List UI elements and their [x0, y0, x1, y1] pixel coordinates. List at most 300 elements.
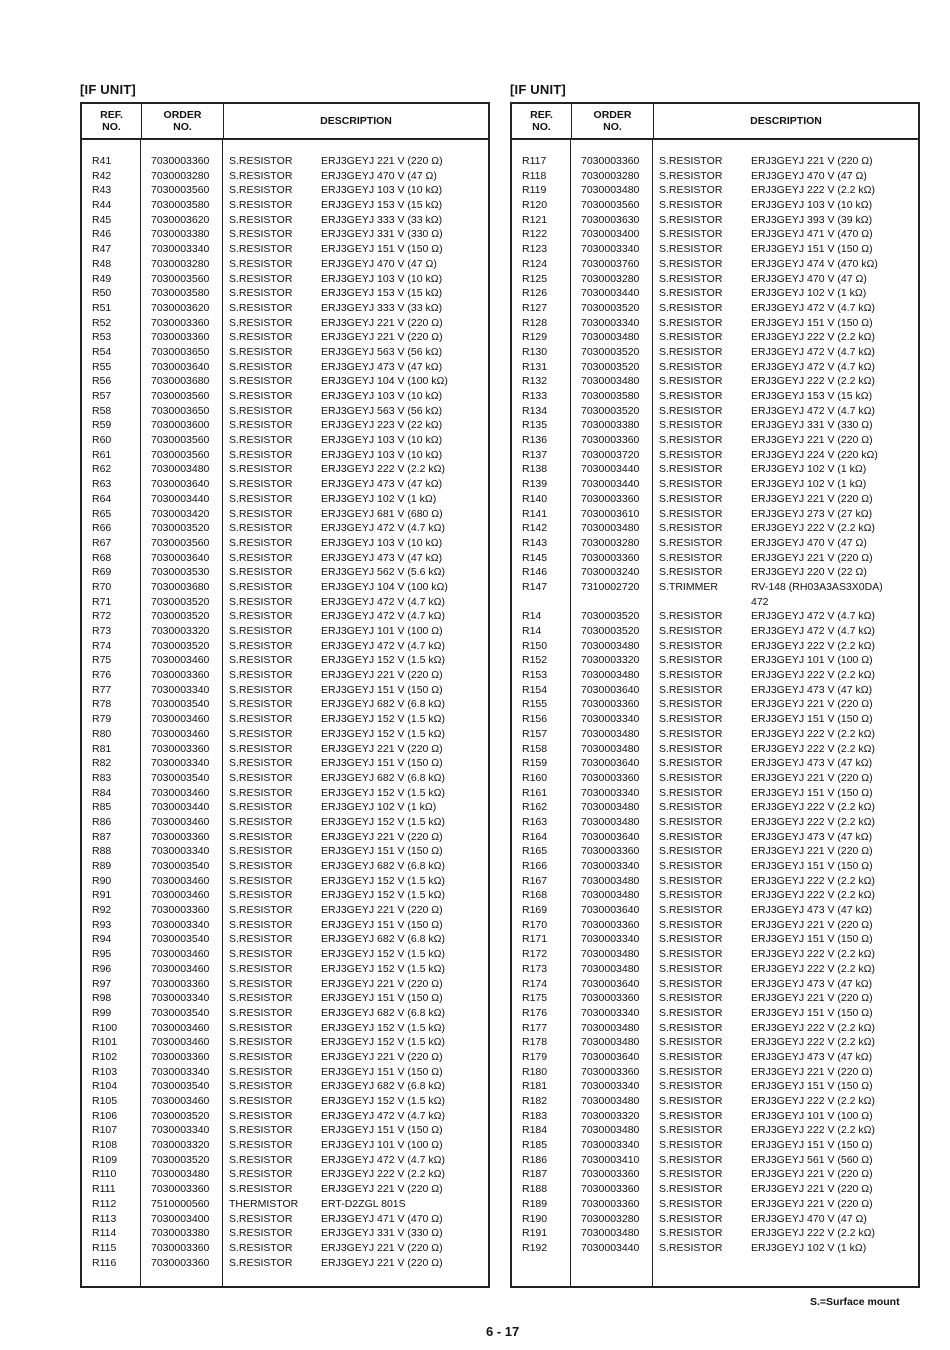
ref-no-cell: R50 [92, 287, 112, 300]
ref-no-cell: R61 [92, 448, 112, 461]
order-no-cell: 7030003340 [151, 992, 210, 1005]
table-row [82, 536, 488, 551]
column-divider [570, 138, 571, 1286]
ref-no-cell: R114 [92, 1227, 117, 1240]
order-no-cell: 7030003340 [581, 786, 640, 799]
ref-no-cell: R166 [522, 860, 548, 872]
order-no-cell: 7030003560 [151, 536, 210, 549]
ref-no-cell: R98 [92, 992, 112, 1005]
order-no-cell: 7030003400 [151, 1212, 210, 1225]
part-type-cell: S.RESISTOR [659, 801, 723, 814]
order-no-header: ORDER NO. [142, 104, 224, 138]
table-row [512, 433, 918, 448]
order-no-cell: 7030003340 [151, 243, 210, 256]
order-no-cell: 7030003460 [151, 1021, 210, 1034]
part-type-cell: S.RESISTOR [659, 1021, 723, 1034]
order-no-cell: 7030003600 [151, 419, 210, 432]
order-no-cell: 7030003640 [151, 360, 210, 373]
part-type-cell: S.RESISTOR [659, 1109, 723, 1122]
ref-no-cell: R171 [522, 933, 548, 946]
part-type-cell: S.RESISTOR [659, 610, 723, 623]
table-row [82, 1167, 488, 1182]
part-spec-cell: ERJ3GEYJ 102 V (1 kΩ) [321, 492, 437, 505]
part-spec-cell: ERJ3GEYJ 470 V (47 Ω) [751, 272, 867, 285]
ref-no-cell: R160 [522, 771, 548, 784]
ref-no-cell: R162 [522, 801, 548, 814]
table-row [512, 903, 918, 918]
table-row [82, 360, 488, 375]
order-no-cell: 7030003620 [151, 213, 210, 226]
table-row [82, 404, 488, 419]
part-spec-cell: ERJ3GEYJ 102 V (1 kΩ) [321, 801, 437, 814]
part-spec-cell: ERJ3GEYJ 152 V (1.5 kΩ) [321, 815, 445, 828]
order-no-cell: 7030003280 [151, 257, 210, 270]
part-type-cell: S.RESISTOR [659, 639, 723, 652]
ref-no-cell: R158 [522, 742, 548, 755]
part-type-cell: S.RESISTOR [229, 1153, 293, 1166]
table-row [512, 653, 918, 668]
table-row [512, 1006, 918, 1021]
table-row [512, 756, 918, 771]
part-type-cell: S.RESISTOR [229, 1006, 293, 1019]
ref-no-cell: R136 [522, 434, 548, 447]
order-no-cell: 7030003520 [151, 1153, 210, 1166]
part-spec-cell: ERJ3GEYJ 221 V (220 Ω) [321, 904, 443, 917]
order-no-cell: 7030003360 [581, 771, 640, 784]
part-spec-cell: ERJ3GEYJ 331 V (330 Ω) [751, 419, 873, 432]
part-type-cell: S.RESISTOR [229, 698, 293, 711]
order-no-cell: 7030003480 [151, 1168, 210, 1181]
part-type-cell: S.RESISTOR [659, 727, 723, 740]
table-row [512, 844, 918, 859]
part-spec-cell: ERJ3GEYJ 222 V (2.2 kΩ) [751, 331, 875, 344]
part-spec-cell: ERJ3GEYJ 101 V (100 Ω) [751, 1109, 873, 1122]
part-spec-cell: ERJ3GEYJ 562 V (5.6 kΩ) [321, 566, 445, 579]
part-type-cell: S.RESISTOR [229, 287, 293, 300]
ref-no-cell: R68 [92, 551, 112, 564]
part-type-cell: S.RESISTOR [229, 786, 293, 799]
ref-no-cell: R125 [522, 272, 548, 285]
table-row [512, 962, 918, 977]
table-row [512, 1197, 918, 1212]
order-no-cell: 7030003540 [151, 698, 210, 711]
ref-no-cell: R103 [92, 1065, 118, 1078]
ref-no-cell: R186 [522, 1153, 548, 1166]
ref-no-cell: R108 [92, 1139, 118, 1152]
order-no-cell: 7030003640 [581, 757, 640, 770]
ref-no-cell: R134 [522, 404, 548, 417]
table-row [82, 1241, 488, 1256]
table-row [82, 918, 488, 933]
ref-no-cell: R62 [92, 463, 112, 476]
part-spec-cell: ERJ3GEYJ 470 V (47 Ω) [751, 1212, 867, 1225]
ref-no-cell: R131 [522, 360, 548, 373]
ref-no-cell: R92 [92, 904, 112, 917]
order-no-cell: 7030003480 [581, 375, 640, 388]
part-type-cell: S.RESISTOR [659, 1227, 723, 1240]
ref-no-cell: R87 [92, 830, 112, 843]
part-type-cell: S.RESISTOR [659, 1153, 723, 1166]
table-row [512, 536, 918, 551]
part-spec-cell: ERJ3GEYJ 103 V (10 kΩ) [321, 536, 443, 549]
table-row [82, 977, 488, 992]
part-type-cell: S.RESISTOR [659, 992, 723, 1005]
part-spec-cell: ERJ3GEYJ 104 V (100 kΩ) [321, 375, 448, 388]
column-divider [140, 138, 141, 1286]
table-row [82, 947, 488, 962]
ref-no-cell: R109 [92, 1153, 118, 1166]
ref-no-cell: R157 [522, 727, 548, 740]
ref-no-cell: R14 [522, 610, 542, 623]
part-spec-cell: ERJ3GEYJ 222 V (2.2 kΩ) [751, 1021, 875, 1034]
ref-no-cell: R116 [92, 1256, 117, 1269]
table-row [82, 1006, 488, 1021]
ref-no-cell: R161 [522, 786, 548, 799]
part-spec-cell: ERJ3GEYJ 101 V (100 Ω) [321, 625, 443, 637]
ref-no-cell: R85 [92, 801, 112, 814]
part-spec-cell: ERJ3GEYJ 472 V (4.7 kΩ) [321, 522, 445, 535]
ref-no-cell: R48 [92, 257, 112, 270]
order-no-cell: 7030003640 [151, 478, 210, 491]
table-row [512, 727, 918, 742]
order-no-cell: 7030003460 [151, 874, 210, 887]
part-type-cell: S.RESISTOR [229, 1080, 293, 1093]
part-spec-cell: ERJ3GEYJ 222 V (2.2 kΩ) [751, 948, 875, 961]
part-type-cell: S.RESISTOR [229, 948, 293, 961]
table-row [82, 991, 488, 1006]
ref-no-cell: R128 [522, 316, 548, 329]
table-row [82, 272, 488, 287]
order-no-cell: 7030003280 [581, 1212, 640, 1225]
part-type-cell: S.RESISTOR [229, 507, 293, 520]
part-type-cell: S.RESISTOR [659, 536, 723, 549]
table-row [82, 374, 488, 389]
part-spec-cell: ERJ3GEYJ 470 V (47 Ω) [751, 169, 867, 182]
part-type-cell: S.RESISTOR [229, 962, 293, 975]
ref-no-cell: R181 [522, 1080, 548, 1093]
order-no-cell: 7030003340 [581, 860, 640, 872]
part-type-cell: S.RESISTOR [229, 889, 293, 902]
ref-no-cell: R145 [522, 551, 548, 564]
ref-no-cell: R123 [522, 243, 548, 256]
ref-no-cell: R115 [92, 1241, 117, 1254]
part-spec-cell: ERJ3GEYJ 682 V (6.8 kΩ) [321, 860, 445, 872]
ref-no-cell: R90 [92, 874, 112, 887]
table-row [82, 742, 488, 757]
order-no-cell: 7030003520 [581, 625, 640, 637]
table-row [512, 242, 918, 257]
table-row [512, 404, 918, 419]
ref-no-cell: R159 [522, 757, 548, 770]
part-type-cell: S.RESISTOR [229, 463, 293, 476]
ref-no-cell: R84 [92, 786, 112, 799]
table-row [82, 565, 488, 580]
ref-no-cell: R47 [92, 243, 112, 256]
part-spec-cell: ERJ3GEYJ 563 V (56 kΩ) [321, 345, 443, 358]
table-row [82, 932, 488, 947]
part-spec-cell: ERJ3GEYJ 151 V (150 Ω) [751, 860, 873, 872]
order-no-cell: 7030003240 [581, 566, 640, 579]
part-type-cell: S.RESISTOR [229, 331, 293, 344]
part-spec-cell: ERJ3GEYJ 103 V (10 kΩ) [321, 272, 443, 285]
order-no-cell: 7030003410 [581, 1153, 640, 1166]
part-spec-cell: ERJ3GEYJ 473 V (47 kΩ) [751, 830, 873, 843]
table-row [82, 257, 488, 272]
ref-no-cell: R69 [92, 566, 112, 579]
table-row [512, 932, 918, 947]
description-header: DESCRIPTION [320, 115, 392, 127]
table-row [512, 1094, 918, 1109]
part-type-cell: S.RESISTOR [659, 155, 723, 167]
order-no-cell: 7030003360 [581, 551, 640, 564]
part-type-cell: S.RESISTOR [659, 977, 723, 990]
order-no-cell: 7030003340 [581, 713, 640, 726]
part-spec-cell: ERJ3GEYJ 222 V (2.2 kΩ) [751, 874, 875, 887]
table-row [82, 844, 488, 859]
table-row [82, 815, 488, 830]
part-type-cell: S.RESISTOR [659, 1212, 723, 1225]
table-row [512, 1021, 918, 1036]
order-no-cell: 7030003630 [581, 213, 640, 226]
ref-no-cell: R189 [522, 1197, 548, 1210]
table-row [512, 1212, 918, 1227]
part-type-cell: S.RESISTOR [659, 1065, 723, 1078]
part-spec-cell: ERJ3GEYJ 221 V (220 Ω) [751, 771, 873, 784]
table-row [512, 345, 918, 360]
part-spec-cell: ERJ3GEYJ 221 V (220 Ω) [751, 992, 873, 1005]
part-spec-cell: ERJ3GEYJ 472 V (4.7 kΩ) [751, 301, 875, 314]
order-no-cell: 7030003360 [151, 1050, 210, 1063]
part-spec-cell: ERJ3GEYJ 222 V (2.2 kΩ) [751, 639, 875, 652]
ref-no-cell: R121 [522, 213, 548, 226]
part-type-cell: S.RESISTOR [659, 390, 723, 402]
part-type-cell: S.RESISTOR [659, 713, 723, 726]
ref-no-cell: R107 [92, 1124, 118, 1137]
ref-no-cell: R192 [522, 1241, 548, 1254]
order-no-cell: 7030003320 [151, 1139, 210, 1152]
table-row [82, 756, 488, 771]
part-type-cell: S.RESISTOR [229, 243, 293, 256]
table-row [82, 962, 488, 977]
part-spec-cell: ERJ3GEYJ 221 V (220 Ω) [751, 551, 873, 564]
part-spec-cell: ERJ3GEYJ 101 V (100 Ω) [321, 1139, 443, 1152]
part-spec-cell: ERJ3GEYJ 153 V (15 kΩ) [321, 199, 443, 212]
part-type-cell: S.RESISTOR [229, 918, 293, 931]
ref-no-cell: R58 [92, 404, 112, 417]
part-spec-cell: ERJ3GEYJ 221 V (220 Ω) [321, 1256, 443, 1269]
ref-no-cell: R82 [92, 757, 112, 770]
order-no-cell: 7030003640 [151, 551, 210, 564]
table-row [82, 551, 488, 566]
right-parts-panel [510, 78, 920, 1288]
part-spec-cell: ERT-D2ZGL 801S [321, 1197, 406, 1210]
part-type-cell: S.RESISTOR [229, 478, 293, 491]
table-row [512, 639, 918, 654]
part-type-cell [654, 595, 751, 610]
part-type-cell: S.RESISTOR [659, 213, 723, 226]
part-spec-cell: ERJ3GEYJ 221 V (220 Ω) [751, 845, 873, 858]
table-row [512, 360, 918, 375]
ref-no-cell: R122 [522, 228, 548, 241]
table-row [82, 477, 488, 492]
ref-no-cell: R99 [92, 1006, 112, 1019]
table-row [512, 1035, 918, 1050]
part-spec-cell: ERJ3GEYJ 151 V (150 Ω) [751, 786, 873, 799]
part-type-cell: S.RESISTOR [229, 727, 293, 740]
ref-no-cell: R76 [92, 669, 112, 682]
part-spec-cell: ERJ3GEYJ 222 V (2.2 kΩ) [751, 742, 875, 755]
part-type-cell: S.RESISTOR [229, 1109, 293, 1122]
order-no-cell: 7030003610 [581, 507, 640, 520]
ref-no-cell: R187 [522, 1168, 548, 1181]
part-spec-cell: ERJ3GEYJ 331 V (330 Ω) [321, 1227, 443, 1240]
table-row [82, 154, 488, 169]
ref-no-cell: R178 [522, 1036, 548, 1049]
table-row [82, 874, 488, 889]
table-row [82, 507, 488, 522]
order-no-cell: 7030003360 [151, 155, 210, 167]
part-type-cell: S.RESISTOR [229, 904, 293, 917]
part-spec-cell: ERJ3GEYJ 151 V (150 Ω) [321, 992, 443, 1005]
order-no-cell: 7030003640 [581, 1050, 640, 1063]
part-type-cell: S.RESISTOR [659, 1124, 723, 1137]
part-type-cell: S.RESISTOR [659, 669, 723, 682]
part-type-cell: S.RESISTOR [229, 566, 293, 579]
order-no-cell: 7310002720 [581, 580, 640, 593]
table-row [82, 712, 488, 727]
order-no-cell: 7030003360 [581, 698, 640, 711]
part-type-cell: S.RESISTOR [229, 1256, 293, 1269]
ref-no-cell: R110 [92, 1168, 117, 1181]
part-spec-cell: ERJ3GEYJ 152 V (1.5 kΩ) [321, 1036, 445, 1049]
part-spec-cell: ERJ3GEYJ 222 V (2.2 kΩ) [751, 1124, 875, 1137]
unit-title: [IF UNIT] [80, 82, 136, 97]
ref-no-cell: R93 [92, 918, 112, 931]
table-row [82, 727, 488, 742]
ref-no-cell: R180 [522, 1065, 548, 1078]
part-type-cell: S.RESISTOR [229, 1050, 293, 1063]
part-spec-cell: ERJ3GEYJ 473 V (47 kΩ) [751, 1050, 873, 1063]
table-row [512, 492, 918, 507]
part-spec-cell: ERJ3GEYJ 152 V (1.5 kΩ) [321, 1095, 445, 1107]
part-spec-cell: ERJ3GEYJ 221 V (220 Ω) [321, 742, 443, 755]
ref-no-cell: R53 [92, 331, 112, 344]
part-spec-cell: ERJ3GEYJ 103 V (10 kΩ) [321, 434, 443, 447]
order-no-cell: 7030003650 [151, 345, 210, 358]
part-spec-cell: ERJ3GEYJ 470 V (47 Ω) [321, 257, 437, 270]
order-no-cell: 7030003440 [151, 492, 210, 505]
ref-no-cell: R126 [522, 287, 548, 300]
ref-no-cell: R120 [522, 199, 548, 212]
order-no-cell: 7030003280 [151, 169, 210, 182]
table-header [82, 104, 488, 140]
part-type-cell: THERMISTOR [229, 1197, 299, 1210]
ref-no-cell: R119 [522, 184, 547, 197]
part-spec-cell: ERJ3GEYJ 151 V (150 Ω) [321, 845, 443, 858]
order-no-cell: 7030003360 [581, 434, 640, 447]
order-no-cell: 7030003400 [581, 228, 640, 241]
table-row [82, 580, 488, 595]
part-spec-cell: ERJ3GEYJ 151 V (150 Ω) [751, 1006, 873, 1019]
part-spec-cell: ERJ3GEYJ 151 V (150 Ω) [321, 683, 443, 696]
ref-no-cell: R113 [92, 1212, 117, 1225]
order-no-cell: 7030003680 [151, 375, 210, 388]
order-no-cell: 7030003480 [151, 463, 210, 476]
ref-no-cell: R95 [92, 948, 112, 961]
part-type-cell: S.RESISTOR [229, 933, 293, 946]
ref-no-cell: R55 [92, 360, 112, 373]
ref-no-cell: R163 [522, 815, 548, 828]
part-spec-cell: ERJ3GEYJ 333 V (33 kΩ) [321, 213, 443, 226]
order-no-cell: 7030003540 [151, 933, 210, 946]
part-type-cell: S.RESISTOR [659, 757, 723, 770]
part-spec-cell: ERJ3GEYJ 473 V (47 kΩ) [751, 757, 873, 770]
ref-no-cell: R94 [92, 933, 112, 946]
part-type-cell: S.RESISTOR [659, 478, 723, 491]
part-type-cell: S.RESISTOR [659, 566, 723, 579]
part-spec-cell: ERJ3GEYJ 152 V (1.5 kΩ) [321, 1021, 445, 1034]
part-spec-cell: ERJ3GEYJ 224 V (220 kΩ) [751, 448, 878, 461]
ref-no-cell: R184 [522, 1124, 548, 1137]
ref-no-cell: R100 [92, 1021, 118, 1034]
order-no-cell: 7030003360 [581, 155, 640, 167]
part-spec-cell: ERJ3GEYJ 103 V (10 kΩ) [751, 199, 873, 212]
part-type-cell: S.RESISTOR [229, 874, 293, 887]
order-no-cell: 7030003480 [581, 1036, 640, 1049]
part-type-cell: S.RESISTOR [229, 213, 293, 226]
part-spec-cell: ERJ3GEYJ 101 V (100 Ω) [751, 654, 873, 667]
part-type-cell: S.RESISTOR [229, 199, 293, 212]
order-no-cell: 7030003340 [581, 933, 640, 946]
part-type-cell: S.RESISTOR [659, 962, 723, 975]
part-spec-cell: ERJ3GEYJ 152 V (1.5 kΩ) [321, 962, 445, 975]
order-no-cell: 7030003340 [151, 1065, 210, 1078]
order-no-cell: 7030003460 [151, 713, 210, 726]
table-row [82, 1256, 488, 1271]
order-no-cell: 7030003460 [151, 815, 210, 828]
order-no-cell: 7030003640 [581, 683, 640, 696]
table-row [82, 683, 488, 698]
part-type-cell: S.RESISTOR [229, 860, 293, 872]
part-spec-cell: ERJ3GEYJ 472 V (4.7 kΩ) [751, 345, 875, 358]
ref-no-cell: R67 [92, 536, 112, 549]
order-no-cell: 7030003380 [581, 419, 640, 432]
part-type-cell: S.RESISTOR [659, 904, 723, 917]
table-row [82, 198, 488, 213]
ref-no-cell: R153 [522, 669, 548, 682]
part-spec-cell: ERJ3GEYJ 471 V (470 Ω) [751, 228, 873, 241]
order-no-cell: 7030003340 [581, 243, 640, 256]
order-no-cell: 7030003520 [151, 610, 210, 623]
part-type-cell: S.RESISTOR [659, 199, 723, 212]
order-no-cell: 7030003440 [581, 287, 640, 300]
ref-no-cell: R106 [92, 1109, 118, 1122]
part-type-cell: S.RESISTOR [659, 860, 723, 872]
table-body [82, 140, 488, 1270]
part-type-cell: S.RESISTOR [229, 184, 293, 197]
ref-no-cell: R91 [92, 889, 112, 902]
column-divider [652, 138, 653, 1286]
part-spec-cell: ERJ3GEYJ 470 V (47 Ω) [751, 536, 867, 549]
order-no-cell: 7030003480 [581, 331, 640, 344]
part-type-cell: S.RESISTOR [229, 1021, 293, 1034]
part-type-cell: S.RESISTOR [659, 272, 723, 285]
part-type-cell: S.RESISTOR [659, 889, 723, 902]
order-no-cell: 7030003560 [151, 184, 210, 197]
part-type-cell: S.RESISTOR [659, 874, 723, 887]
description-header: DESCRIPTION [750, 115, 822, 127]
ref-no-cell: R150 [522, 639, 548, 652]
